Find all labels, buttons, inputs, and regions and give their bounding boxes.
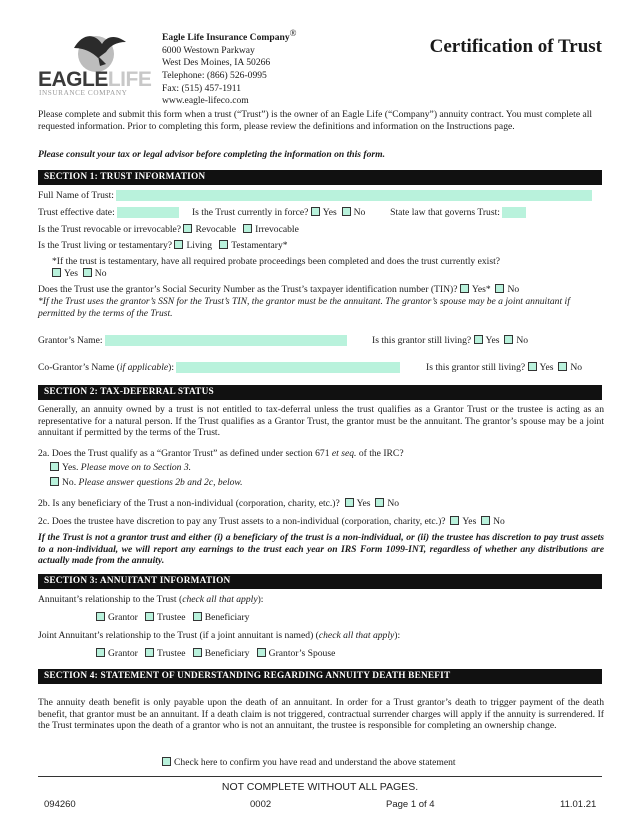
footer-page-number: Page 1 of 4	[386, 799, 435, 810]
ssn-note: *If the Trust uses the grantor’s SSN for the Trust’s TIN, the grantor must be the annuitant. The grantor’s spouse may be a joint annuitant if permitted by the terms of the Trust.	[38, 296, 570, 319]
section-3-header: SECTION 3: ANNUITANT INFORMATION	[38, 574, 602, 589]
q2b-row	[38, 497, 399, 510]
cograntor-name-input[interactable]	[176, 362, 400, 373]
grantor-living-no-checkbox[interactable]	[504, 335, 513, 344]
section-2-header: SECTION 2: TAX-DEFERRAL STATUS	[38, 385, 602, 400]
section-2-intro: Generally, an annuity owned by a trust is not entitled to tax-deferral unless the trust qualifies as a Grantor Trust or the trustee is acting as an representative for a natural person. If the Trust qualifies as a Grantor Trust, the grantor must be the annuitant. The grantor’s spouse may be a joint annuitant if permitted by the terms of the Trust.	[38, 404, 604, 439]
company-name: Eagle Life Insurance Company	[162, 32, 290, 44]
registered-mark: ®	[289, 28, 297, 38]
living-label: Living	[186, 240, 213, 251]
q2a-yes-label: Yes.	[62, 462, 79, 473]
q2b-yes-checkbox[interactable]	[345, 498, 354, 507]
joint-beneficiary-label: Beneficiary	[204, 648, 250, 659]
footer-divider	[38, 776, 602, 777]
full-name-input[interactable]	[116, 190, 592, 201]
footer-date: 11.01.21	[560, 799, 597, 810]
q2b-no-label: No	[387, 498, 400, 509]
q2a-yes-note: Please move on to Section 3.	[80, 462, 192, 473]
cograntor-living-row	[426, 361, 582, 374]
irrevocable-checkbox[interactable]	[243, 224, 252, 233]
q2c-yes-label: Yes	[462, 516, 477, 527]
annuitant-label-pre: Annuitant’s relationship to the Trust (	[38, 594, 183, 605]
ssn-yes-label: Yes*	[471, 284, 491, 295]
joint-label-post: ):	[394, 630, 401, 641]
joint-grantor-label: Grantor	[108, 648, 138, 659]
annuitant-label-post: ):	[257, 594, 264, 605]
ssn-no-checkbox[interactable]	[495, 284, 504, 293]
annuitant-options-row	[96, 611, 249, 624]
ssn-question: Does the Trust use the grantor’s Social Security Number as the Trust’s taxpayer identification number (TIN)?	[38, 284, 458, 295]
revocable-checkbox[interactable]	[183, 224, 192, 233]
joint-grantors-spouse-label: Grantor’s Spouse	[268, 648, 336, 659]
joint-grantors-spouse-checkbox[interactable]	[257, 648, 266, 657]
footer-code: 0002	[250, 799, 272, 810]
in-force-yes-checkbox[interactable]	[311, 207, 320, 216]
grantor-living-label: Is this grantor still living?	[372, 335, 472, 346]
cograntor-name-label-italic: if applicable	[119, 362, 169, 373]
grantor-name-input[interactable]	[105, 335, 347, 346]
cograntor-living-no-checkbox[interactable]	[558, 362, 567, 371]
confirm-label: Check here to confirm you have read and understand the above statement	[174, 757, 456, 768]
confirm-checkbox[interactable]	[162, 757, 171, 766]
effective-date-label: Trust effective date:	[38, 207, 115, 218]
living-row	[38, 239, 288, 252]
company-address-2: West Des Moines, IA 50266	[162, 57, 271, 69]
revocable-question: Is the Trust revocable or irrevocable?	[38, 224, 182, 235]
state-law-input[interactable]	[502, 207, 526, 218]
cograntor-living-no-label: No	[570, 362, 583, 373]
q2c-row	[38, 515, 505, 528]
joint-trustee-checkbox[interactable]	[145, 648, 154, 657]
cograntor-living-label: Is this grantor still living?	[426, 362, 526, 373]
joint-annuitant-relationship-label	[38, 629, 400, 642]
grantor-living-yes-label: Yes	[485, 335, 500, 346]
in-force-no-label: No	[353, 207, 366, 218]
company-phone: Telephone: (866) 526-0995	[162, 69, 267, 81]
grantor-name-label: Grantor’s Name:	[38, 335, 103, 346]
grantor-trust-warning: If the Trust is not a grantor trust and either (i) a beneficiary of the trust is a non-individual, or (ii) the trustee has discretion to pay trust assets to a non-individual, we will report any earnings to the trust each year on IRS Form 1099-INT, regardless of whether any distributions are actually made from the annuity.	[38, 532, 604, 567]
in-force-no-checkbox[interactable]	[342, 207, 351, 216]
probate-no-label: No	[94, 268, 107, 279]
intro-paragraph: Please complete and submit this form when a trust (“Trust”) is the owner of an Eagle Life (“Company”) annuity contract. You must complete all requested information. Prior to completing this form, please review the definitions and information on the Instructions page.	[38, 109, 593, 132]
q2a-text-pre: 2a. Does the Trust qualify as a “Grantor Trust” as defined under section 671	[38, 448, 332, 459]
probate-no-checkbox[interactable]	[83, 268, 92, 277]
q2b-no-checkbox[interactable]	[375, 498, 384, 507]
consult-advisor-note: Please consult your tax or legal advisor before completing the information on this form.	[38, 149, 385, 160]
confirm-row	[162, 756, 456, 769]
company-website[interactable]: www.eagle-lifeco.com	[162, 95, 249, 107]
testamentary-label: Testamentary*	[231, 240, 288, 251]
full-name-row	[38, 189, 592, 202]
company-address-1: 6000 Westown Parkway	[162, 44, 255, 56]
q2a-question	[38, 447, 404, 460]
joint-grantor-checkbox[interactable]	[96, 648, 105, 657]
q2a-no-label: No.	[62, 477, 77, 488]
logo-word-life: LIFE	[107, 68, 152, 91]
footer-form-number: 094260	[44, 799, 76, 810]
probate-yes-checkbox[interactable]	[52, 268, 61, 277]
annuitant-label-italic: check all that apply	[182, 594, 258, 605]
annuitant-trustee-checkbox[interactable]	[145, 612, 154, 621]
q2a-no-note: Please answer questions 2b and 2c, below.	[78, 477, 243, 488]
effective-date-row	[38, 206, 526, 219]
ssn-row	[38, 283, 519, 296]
living-question: Is the Trust living or testamentary?	[38, 240, 173, 251]
q2c-yes-checkbox[interactable]	[450, 516, 459, 525]
section-4-header: SECTION 4: STATEMENT OF UNDERSTANDING REGARDING ANNUITY DEATH BENEFIT	[38, 669, 602, 684]
cograntor-name-label-pre: Co-Grantor’s Name (	[38, 362, 120, 373]
ssn-no-label: No	[507, 284, 520, 295]
revocable-label: Revocable	[195, 224, 236, 235]
joint-label-pre: Joint Annuitant’s relationship to the Trust (if a joint annuitant is named) (	[38, 630, 319, 641]
q2a-yes-checkbox[interactable]	[50, 462, 59, 471]
joint-options-row	[96, 647, 335, 660]
full-name-label: Full Name of Trust:	[38, 190, 114, 201]
logo-word-eagle: EAGLE	[38, 68, 108, 91]
probate-note: *If the trust is testamentary, have all required probate proceedings been completed and does the trust currently exist?	[52, 256, 500, 267]
q2a-text-post: of the IRC?	[356, 448, 404, 459]
annuitant-trustee-label: Trustee	[157, 612, 186, 623]
in-force-label: Is the Trust currently in force?	[191, 207, 309, 218]
annuitant-grantor-label: Grantor	[108, 612, 138, 623]
cograntor-name-row	[38, 361, 400, 374]
grantor-living-yes-checkbox[interactable]	[474, 335, 483, 344]
joint-trustee-label: Trustee	[157, 648, 186, 659]
effective-date-input[interactable]	[117, 207, 179, 218]
q2a-no-checkbox[interactable]	[50, 477, 59, 486]
grantor-living-no-label: No	[516, 335, 529, 346]
probate-yes-label: Yes	[64, 268, 78, 279]
company-info	[162, 27, 297, 108]
joint-label-italic: check all that apply	[318, 630, 395, 641]
living-checkbox[interactable]	[174, 240, 183, 249]
cograntor-name-label-post: ):	[168, 362, 174, 373]
form-title: Certification of Trust	[429, 36, 602, 57]
cograntor-living-yes-label: Yes	[539, 362, 554, 373]
q2a-text-italic: et seq.	[331, 448, 357, 459]
annuitant-beneficiary-label: Beneficiary	[204, 612, 250, 623]
logo-subtitle: INSURANCE COMPANY	[39, 89, 128, 97]
probate-answer-row	[52, 267, 107, 280]
q2c-no-label: No	[493, 516, 505, 527]
joint-beneficiary-checkbox[interactable]	[193, 648, 202, 657]
grantor-living-row	[372, 334, 528, 347]
q2b-yes-label: Yes	[356, 498, 371, 509]
q2a-no-row	[50, 476, 243, 489]
grantor-name-row	[38, 334, 347, 347]
q2a-yes-row	[50, 461, 191, 474]
irrevocable-label: Irrevocable	[255, 224, 299, 235]
testamentary-checkbox[interactable]	[219, 240, 228, 249]
q2c-question: 2c. Does the trustee have discretion to pay any Trust assets to a non-individual (corporation, charity, etc.)?	[38, 516, 446, 527]
state-law-label: State law that governs Trust:	[390, 207, 500, 218]
death-benefit-statement: The annuity death benefit is only payable upon the death of an annuitant. In order for a Trust grantor’s death to trigger payment of the death benefit, that grantor must be an annuitant. If a death claim is not triggered, contractual surrender charges will apply if the annuity is surrendered. If the Trust terminates upon the death of a grantor who is not an annuitant, the trustee is responsible for completing an ownership change.	[38, 697, 604, 732]
revocable-row	[38, 223, 299, 236]
q2c-no-checkbox[interactable]	[481, 516, 490, 525]
annuitant-relationship-label	[38, 593, 263, 606]
footer-notice: NOT COMPLETE WITHOUT ALL PAGES.	[221, 781, 419, 793]
in-force-yes-label: Yes	[322, 207, 337, 218]
annuitant-beneficiary-checkbox[interactable]	[193, 612, 202, 621]
company-fax: Fax: (515) 457-1911	[162, 82, 242, 94]
cograntor-living-yes-checkbox[interactable]	[528, 362, 537, 371]
ssn-yes-checkbox[interactable]	[460, 284, 469, 293]
company-logo	[36, 28, 152, 98]
section-1-header: SECTION 1: TRUST INFORMATION	[38, 170, 602, 185]
annuitant-grantor-checkbox[interactable]	[96, 612, 105, 621]
q2b-question: 2b. Is any beneficiary of the Trust a non-individual (corporation, charity, etc.)?	[38, 498, 340, 509]
